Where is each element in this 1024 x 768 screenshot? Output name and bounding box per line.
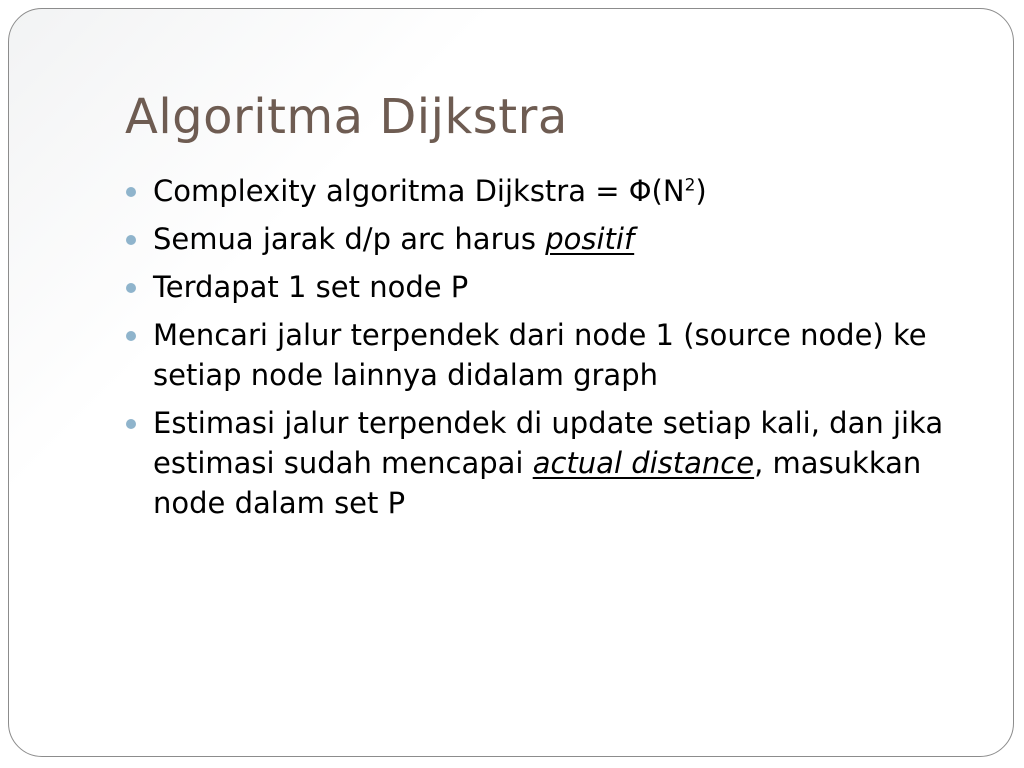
bullet-item-positive-arcs [124, 219, 984, 259]
bullet-emphasis: positif [545, 222, 635, 256]
bullet-emphasis: actual distance [532, 446, 755, 480]
bullet-item-node-set [124, 267, 984, 307]
bullet-item-shortest-path [124, 315, 984, 395]
bullet-text: Mencari jalur terpendek dari node 1 (source node) ke setiap node lainnya didalam graph [153, 318, 927, 392]
bullet-dot-icon [126, 419, 136, 429]
slide-frame [8, 8, 1014, 757]
bullet-dot-icon [126, 283, 136, 293]
bullet-list [124, 171, 984, 531]
bullet-text: Semua jarak d/p arc harus [153, 222, 546, 256]
bullet-dot-icon [126, 235, 136, 245]
superscript: 2 [684, 175, 696, 196]
bullet-text-after: ) [695, 174, 707, 208]
bullet-item-complexity [124, 171, 984, 211]
bullet-dot-icon [126, 331, 136, 341]
bullet-item-estimation [124, 403, 984, 523]
bullet-text-after: , masukkan node dalam set P [153, 446, 922, 520]
bullet-text: Estimasi jalur terpendek di update setiap kali, dan jika estimasi sudah mencapai [153, 406, 944, 480]
bullet-text: Complexity algoritma Dijkstra = Φ(N [153, 174, 685, 208]
bullet-text: Terdapat 1 set node P [153, 270, 469, 304]
bullet-dot-icon [126, 187, 136, 197]
slide-title: Algoritma Dijkstra [125, 89, 568, 145]
